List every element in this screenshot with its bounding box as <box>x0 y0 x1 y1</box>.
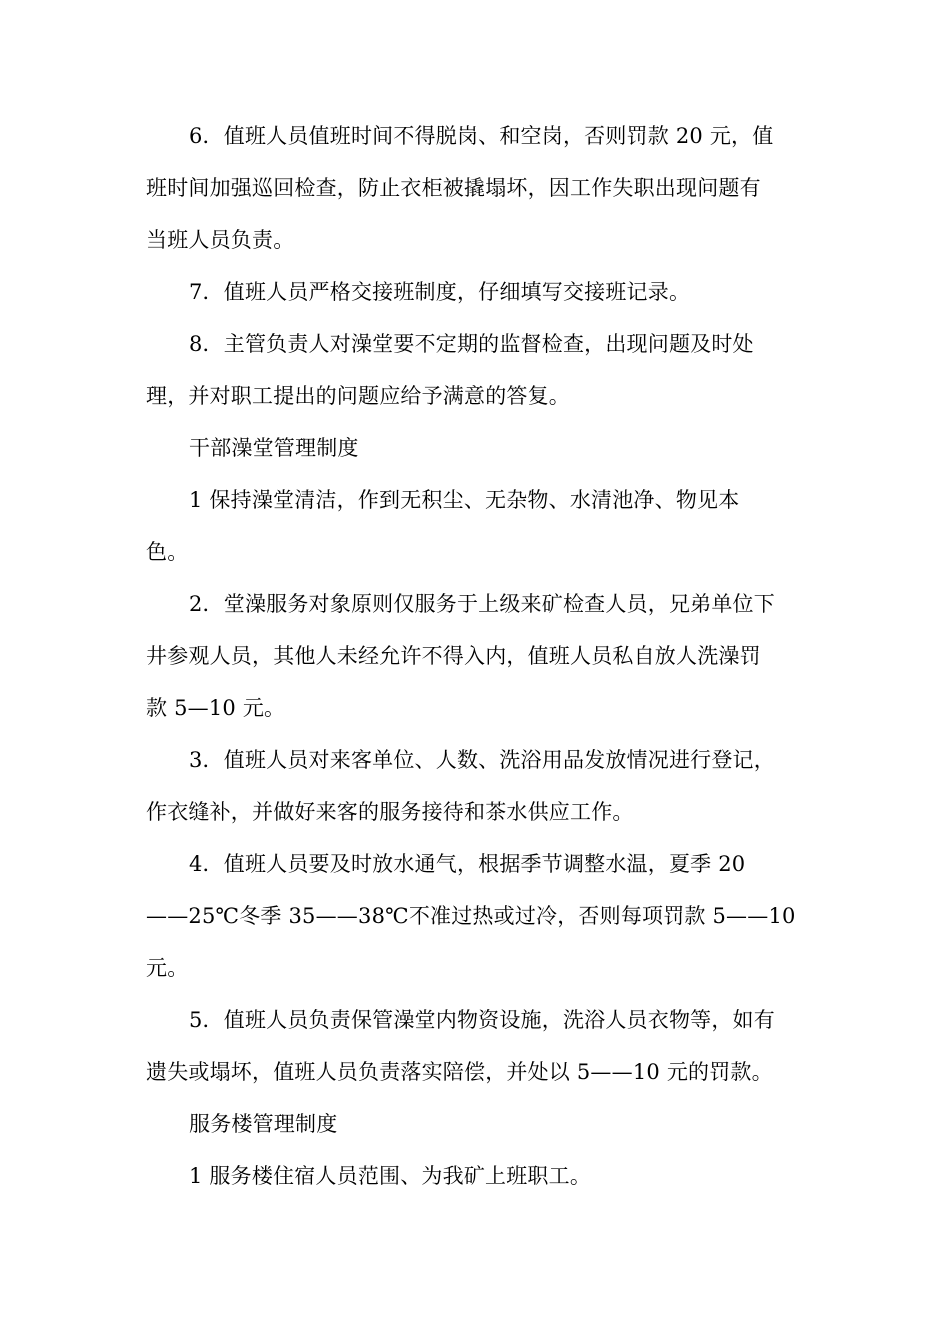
paragraph-7-line-1: 7．值班人员严格交接班制度，仔细填写交接班记录。 <box>189 280 691 304</box>
paragraph-6-line-1: 6．值班人员值班时间不得脱岗、和空岗，否则罚款 20 元，值 <box>189 124 774 148</box>
cadre-paragraph-3-line-2: 作衣缝补，并做好来客的服务接待和茶水供应工作。 <box>146 800 634 824</box>
cadre-paragraph-5-line-1: 5．值班人员负责保管澡堂内物资设施，洗浴人员衣物等，如有 <box>189 1008 775 1032</box>
cadre-paragraph-4-line-2: ——25℃冬季 35——38℃不准过热或过冷，否则每项罚款 5——10 <box>146 904 796 928</box>
cadre-paragraph-4-line-3: 元。 <box>146 956 189 980</box>
cadre-paragraph-5-line-2: 遗失或塌坏，值班人员负责落实陪偿，并处以 5——10 元的罚款。 <box>146 1060 773 1084</box>
cadre-paragraph-2-line-2: 井参观人员，其他人未经允许不得入内，值班人员私自放人洗澡罚 <box>146 644 761 668</box>
cadre-paragraph-1-line-2: 色。 <box>146 540 189 564</box>
paragraph-8-line-2: 理，并对职工提出的问题应给予满意的答复。 <box>146 384 570 408</box>
paragraph-6-line-3: 当班人员负责。 <box>146 228 295 252</box>
cadre-paragraph-4-line-1: 4．值班人员要及时放水通气，根据季节调整水温，夏季 20 <box>189 852 746 876</box>
cadre-paragraph-2-line-1: 2．堂澡服务对象原则仅服务于上级来矿检查人员，兄弟单位下 <box>189 592 775 616</box>
cadre-paragraph-1-line-1: 1 保持澡堂清洁，作到无积尘、无杂物、水清池净、物见本 <box>189 488 740 512</box>
section-heading-service-building: 服务楼管理制度 <box>189 1112 338 1136</box>
cadre-paragraph-2-line-3: 款 5—10 元。 <box>146 696 286 720</box>
cadre-paragraph-3-line-1: 3．值班人员对来客单位、人数、洗浴用品发放情况进行登记， <box>189 748 775 772</box>
section-heading-cadre-bathhouse: 干部澡堂管理制度 <box>189 436 359 460</box>
service-paragraph-1-line-1: 1 服务楼住宿人员范围、为我矿上班职工。 <box>189 1164 592 1188</box>
paragraph-8-line-1: 8．主管负责人对澡堂要不定期的监督检查，出现问题及时处 <box>189 332 754 356</box>
paragraph-6-line-2: 班时间加强巡回检查，防止衣柜被撬塌坏，因工作失职出现问题有 <box>146 176 761 200</box>
